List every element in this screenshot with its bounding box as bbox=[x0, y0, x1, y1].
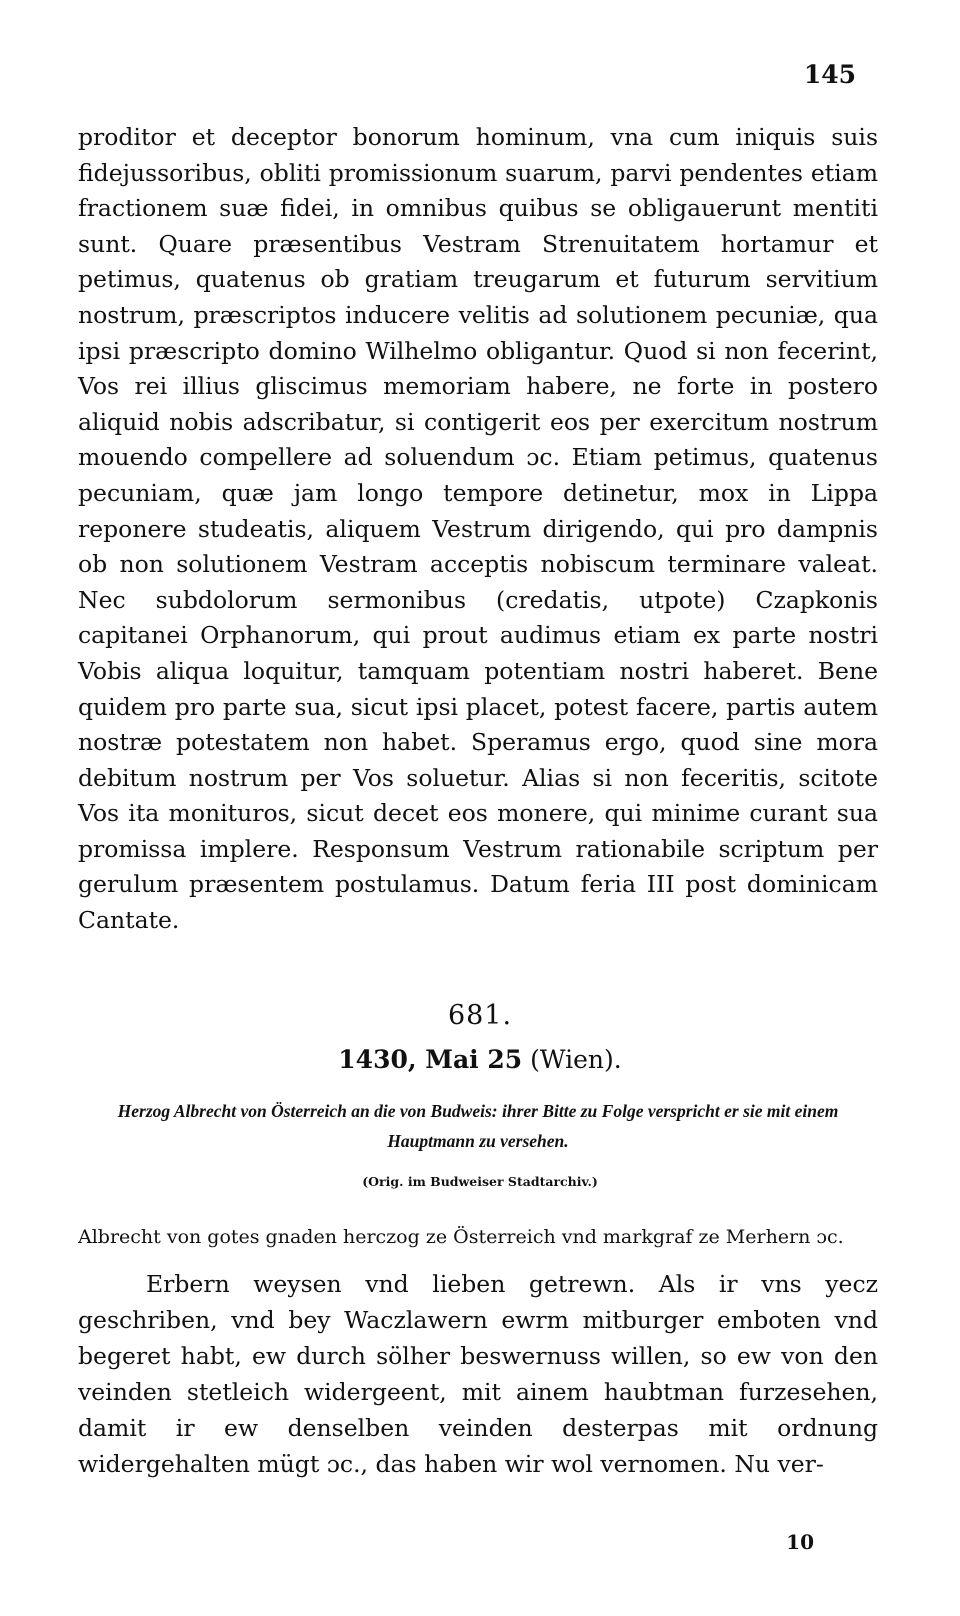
regest-summary: Herzog Albrecht von Österreich an die von Budweis: ihrer Bitte zu Folge verspricht er sie mit einem Hauptmann zu versehen. bbox=[117, 1101, 839, 1151]
body-paragraph-continued: proditor et deceptor bonorum hominum, vna cum iniquis suis fidejussoribus, obliti promissionum suarum, parvi pendentes etiam fractionem suæ fidei, in omnibus quibus se obligauerunt mentiti sunt. Quare præsentibus Vestram Strenuitatem hortamur et petimus, quatenus ob gratiam treugarum et futurum servitium nostrum, præscriptos inducere velitis ad solutionem pecuniæ, qua ipsi præscripto domino Wilhelmo obligantur. Quod si non fecerint, Vos rei illius gliscimus memoriam habere, ne forte in postero aliquid nobis adscribatur, si contigerit eos per exercitum nostrum mouendo compellere ad soluendum ɔc. Etiam petimus, quatenus pecuniam, quæ jam longo tempore detinetur, mox in Lippa reponere studeatis, aliquem Vestrum dirigendo, qui pro dampnis ob non solutionem Vestram acceptis nobiscum terminare valeat. Nec subdolorum sermonibus (credatis, utpote) Czapkonis capitanei Orphanorum, qui prout audimus etiam ex parte nostri Vobis aliqua loquitur, tamquam potentiam nostri haberet. Bene quidem pro parte sua, sicut ipsi placet, potest facere, partis autem nostræ potestatem non habet. Speramus ergo, quod sine mora debitum nostrum per Vos soluetur. Alias si non feceritis, scitote Vos ita monituros, sicut decet eos monere, qui minime curant sua promissa implere. Responsum Vestrum rationabile scriptum per gerulum præsentem postulamus. Datum feria III post dominicam Cantate. bbox=[78, 123, 878, 935]
document-place: (Wien). bbox=[530, 1045, 622, 1074]
letter-body-paragraph bbox=[78, 1266, 878, 1482]
letter-body-text: Erbern weysen vnd lieben getrewn. Als ir vns yecz geschriben, vnd bey Waczlawern ewrm mitburger emboten vnd begeret habt, ew durch sölher beswernuss willen, so ew von den veinden stetleich widergeent, mit ainem haubtman furzesehen, damit ir ew denselben veinden desterpas mit ordnung widergehalten mügt ɔc., das haben wir wol vernomen. Nu ver- bbox=[78, 1270, 878, 1478]
intitulatio-line: Albrecht von gotes gnaden herczog ze Österreich vnd markgraf ze Merhern ɔc. bbox=[78, 1226, 844, 1248]
signature-mark: 10 bbox=[786, 1530, 814, 1554]
document-number: 681. bbox=[447, 1000, 513, 1031]
source-note: (Orig. im Budweiser Stadtarchiv.) bbox=[362, 1174, 598, 1189]
document-date-heading bbox=[0, 1045, 960, 1074]
document-date: 1430, Mai 25 bbox=[338, 1045, 523, 1074]
page-number: 145 bbox=[803, 60, 856, 89]
